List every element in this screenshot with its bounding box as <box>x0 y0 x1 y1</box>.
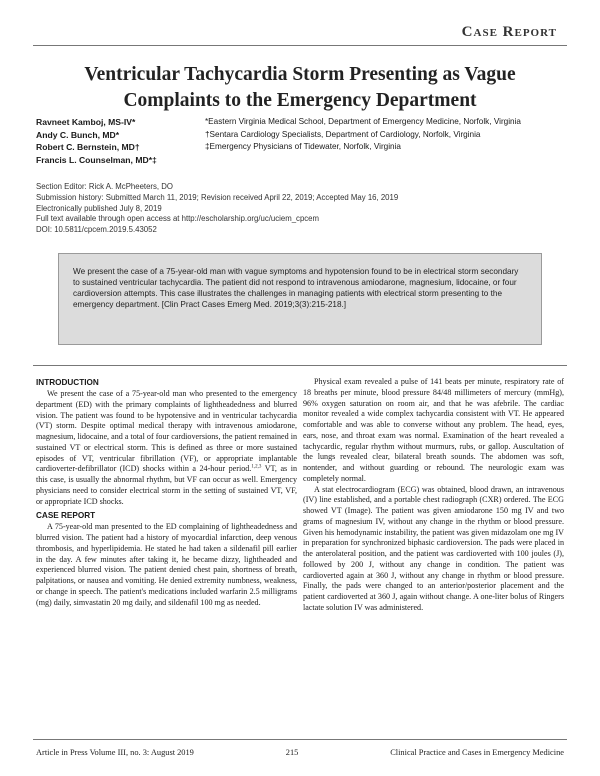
affiliation-list <box>205 116 521 154</box>
section-editor: Section Editor: Rick A. McPheeters, DO <box>36 182 173 191</box>
case-paragraph-3: A stat electrocardiogram (ECG) was obtained, blood drawn, an intravenous (IV) line established, and a portable chest radiograph (CXR) ordered. The ECG showed VT (Image). The patient was given amiodarone 150 mg IV and two grams of magnesium IV, without any change in the rhythm or blood pressure. Given his hemodynamic instability, the patient was given midazolam one mg IV in preparation for synchronized biphasic cardioversion. The pads were placed in the anterolateral position, and the patient was cardioverted with 100 joules (J), followed by 200 J, without any change in condition. The patient was cardioverted again at 360 J, without any change in rhythm or blood pressure. Finally, the pads were changed to an anterior/posterior placement and the patient cardioverted at 360 J, again without change. A one-liter bolus of Ringers lactate solution IV was administered. <box>303 484 564 612</box>
left-column <box>36 377 297 608</box>
article-title: Ventricular Tachycardia Storm Presenting as Vague Complaints to the Emergency Department <box>84 64 516 111</box>
case-heading: CASE REPORT <box>36 511 96 521</box>
intro-heading: INTRODUCTION <box>36 378 99 387</box>
page-number: 215 <box>285 748 299 757</box>
affiliation-2: †Sentara Cardiology Specialists, Department of Cardiology, Norfolk, Virginia <box>205 129 481 139</box>
author-3: Robert C. Bernstein, MD† <box>36 142 140 152</box>
author-1: Ravneet Kamboj, MS-IV* <box>36 117 136 127</box>
doi[interactable]: DOI: 10.5811/cpcem.2019.5.43052 <box>36 225 157 235</box>
author-list <box>36 116 157 166</box>
open-access-link[interactable]: Full text available through open access at http://escholarship.org/uc/uciem_cpcem <box>36 214 320 224</box>
footer-journal-issue: Article in Press Volume III, no. 3: August 2019 <box>36 748 194 757</box>
affiliation-1: *Eastern Virginia Medical School, Department of Emergency Medicine, Norfolk, Virginia <box>205 117 521 126</box>
affiliation-3: ‡Emergency Physicians of Tidewater, Norfolk, Virginia <box>205 142 401 151</box>
header-rule <box>33 45 567 46</box>
author-4: Francis L. Counselman, MD*‡ <box>36 154 157 165</box>
case-paragraph-2: Physical exam revealed a pulse of 141 beats per minute, respiratory rate of 18 breaths per minute, blood pressure 84/48 millimeters of mercury (mmHg), 96% oxygen saturation on room air, and that he was afebrile. The cardiac monitor revealed a wide complex tachycardia consistent with VT. He appeared comfortable and was able to converse without any problem. The head, eyes, ears, nose, and throat exam was normal. Examination of the heart revealed a tachycardic, regular rhythm without murmurs, rubs, or gallop. Auscultation of the lungs revealed clear, bilateral breath sounds. The abdomen was soft, nontender, and without guarding or rebound. The neurologic exam was completely normal. <box>303 377 564 483</box>
published-date: Electronically published July 8, 2019 <box>36 203 162 213</box>
abstract-box: We present the case of a 75-year-old man with vague symptoms and hypotension found to be in electrical storm secondary to sustained ventricular tachycardia. The patient did not respond to intravenous amiodarone, magnesium, lidocaine, or four cardioversion attempts. This case illustrates the challenges in managing patients with electrical storm presenting to the emergency department. [Clin Pract Cases Emerg Med. 2019;3(3):215-218.] <box>58 253 542 345</box>
intro-refs: 1,2,3 <box>251 464 262 470</box>
intro-text-b: VT, as in this case, is usually the abnormal rhythm, but VF can occur as well. Emergency physicians need to consider electrical storm in the setting of sustained VT, VF, or appropriate ICD shocks. <box>36 464 297 506</box>
footer-rule <box>33 739 567 740</box>
submission-history: Submission history: Submitted March 11, 2019; Revision received April 22, 2019; Accepted May 16, 2019 <box>36 192 399 202</box>
page-footer <box>36 748 564 757</box>
footer-journal-name: Clinical Practice and Cases in Emergency Medicine <box>390 748 564 757</box>
article-metadata <box>36 182 398 236</box>
intro-paragraph <box>36 389 297 507</box>
author-2: Andy C. Bunch, MD* <box>36 129 120 140</box>
body-rule <box>33 365 567 366</box>
section-label: Case Report <box>461 24 557 40</box>
right-column <box>303 377 564 614</box>
intro-text-a: We present the case of a 75-year-old man who presented to the emergency department (ED) with the primary complaints of lightheadedness and blurred vision. The patient was found to be hypotensive and in ventricular tachycardia (VT) storm. Despite optimal medical therapy with intravenous amiodarone, magnesium, lidocaine, and a total of four cardioversions, the patient remained in sustained VT or electrical storm. This is defined as three or more sustained episodes of VT, ventricular fibrillation (VF), or appropriate implantable cardioverter-defibrillator (ICD) shocks within a 24-hour period. <box>36 389 297 474</box>
case-paragraph-1: A 75-year-old man presented to the ED complaining of lightheadedness and blurred vision. The patient had a history of myocardial infarction, deep venous thrombosis, and hyperlipidemia. He stated he had taken a sildenafil pill earlier in the day. A few minutes after taking it, he became dizzy, lightheaded and experienced blurred vision. The patient denied chest pain, shortness of breath, palpitations, or nausea and vomiting. He denied extremity numbness, weakness, or change in speech. The patient's medications included warfarin 2.5 milligrams (mg) daily, simvastatin 20 mg daily, and sildenafil 100 mg as needed. <box>36 522 297 607</box>
